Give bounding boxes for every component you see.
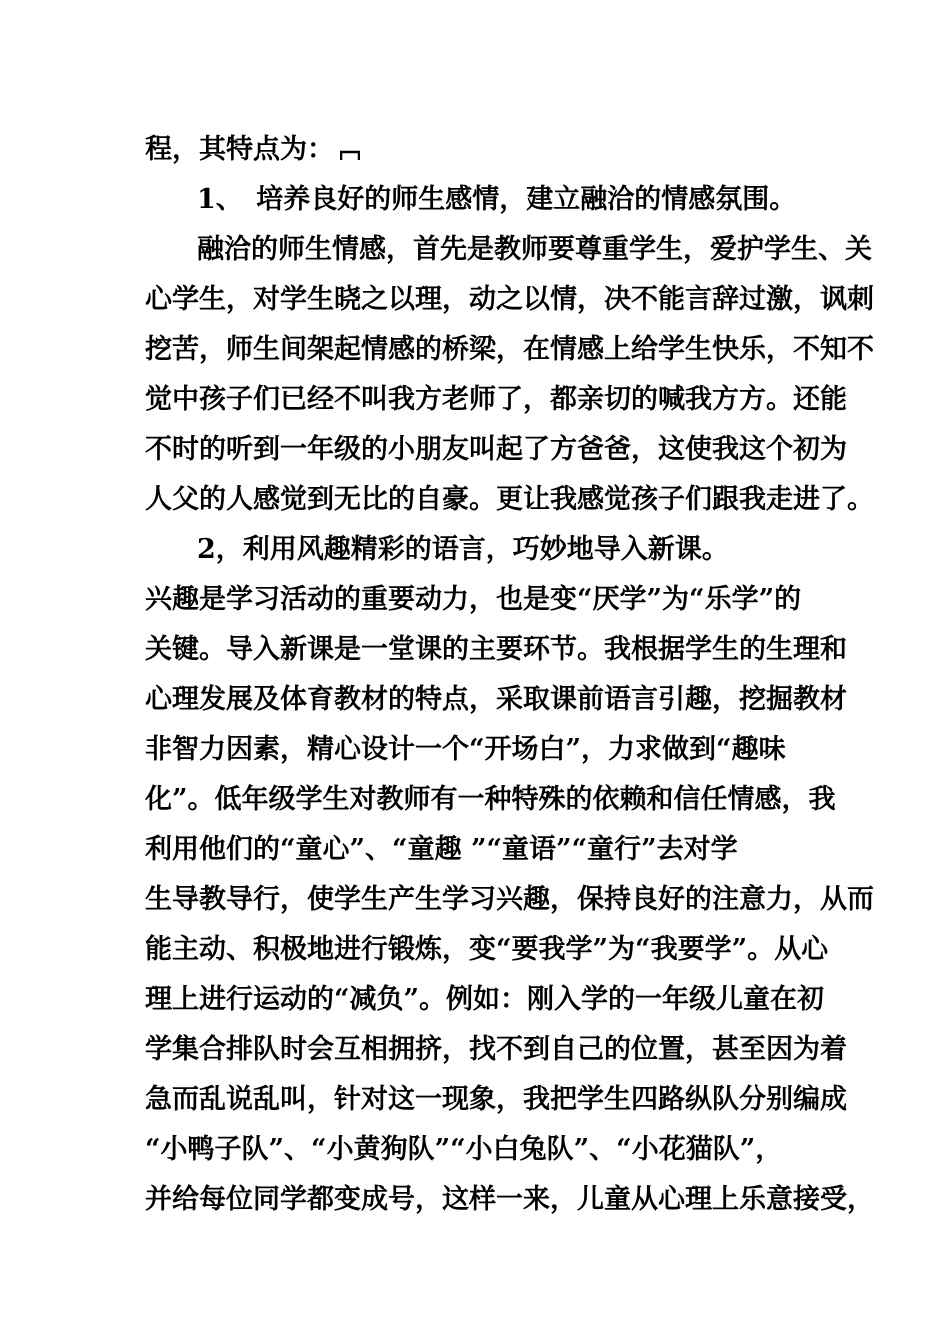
text-line: 心学生，对学生晓之以理，动之以情，决不能言辞过激，讽刺 bbox=[145, 284, 874, 315]
text-line: 2，利用风趣精彩的语言，巧妙地导入新课。 bbox=[197, 534, 729, 565]
text-line: 挖苦，师生间架起情感的桥梁，在情感上给学生快乐，不知不 bbox=[145, 334, 874, 365]
text-line: 关键。导入新课是一堂课的主要环节。我根据学生的生理和 bbox=[145, 634, 847, 665]
text-line: 利用他们的“童心”、“童趣 ”“童语”“童行”去对学 bbox=[145, 834, 738, 865]
glyph-mark-icon bbox=[340, 149, 360, 161]
text-line: 化”。低年级学生对教师有一种特殊的依赖和信任情感，我 bbox=[145, 784, 836, 815]
text-line: 1、 培养良好的师生感情，建立融洽的情感氛围。 bbox=[197, 184, 797, 215]
text-line: 急而乱说乱叫，针对这一现象，我把学生四路纵队分别编成 bbox=[145, 1084, 847, 1115]
text-line bbox=[145, 130, 845, 170]
text-line: 心理发展及体育教材的特点，采取课前语言引趣，挖掘教材 bbox=[145, 684, 847, 715]
text-line: 不时的听到一年级的小朋友叫起了方爸爸，这使我这个初为 bbox=[145, 434, 847, 465]
text-line: 学集合排队时会互相拥挤，找不到自己的位置，甚至因为着 bbox=[145, 1034, 847, 1065]
text-line: 觉中孩子们已经不叫我方老师了，都亲切的喊我方方。还能 bbox=[145, 384, 847, 415]
text-line: 融洽的师生情感，首先是教师要尊重学生，爱护学生、关 bbox=[197, 234, 872, 265]
text-line-content: 程，其特点为： bbox=[145, 134, 334, 165]
text-line: “小鸭子队”、“小黄狗队”“小白兔队”、“小花猫队”， bbox=[145, 1134, 783, 1165]
text-line: 生导教导行，使学生产生学习兴趣，保持良好的注意力，从而 bbox=[145, 884, 874, 915]
text-line: 非智力因素，精心设计一个“开场白”，力求做到“趣味 bbox=[145, 734, 786, 765]
text-line: 兴趣是学习活动的重要动力，也是变“厌学”为“乐学”的 bbox=[145, 584, 802, 615]
text-line: 能主动、积极地进行锻炼，变“要我学”为“我要学”。从心 bbox=[145, 934, 829, 965]
text-line: 并给每位同学都变成号，这样一来，儿童从心理上乐意接受， bbox=[145, 1184, 874, 1215]
text-line: 理上进行运动的“减负”。例如：刚入学的一年级儿童在初 bbox=[145, 984, 825, 1015]
text-line: 人父的人感觉到无比的自豪。更让我感觉孩子们跟我走进了。 bbox=[145, 484, 874, 515]
